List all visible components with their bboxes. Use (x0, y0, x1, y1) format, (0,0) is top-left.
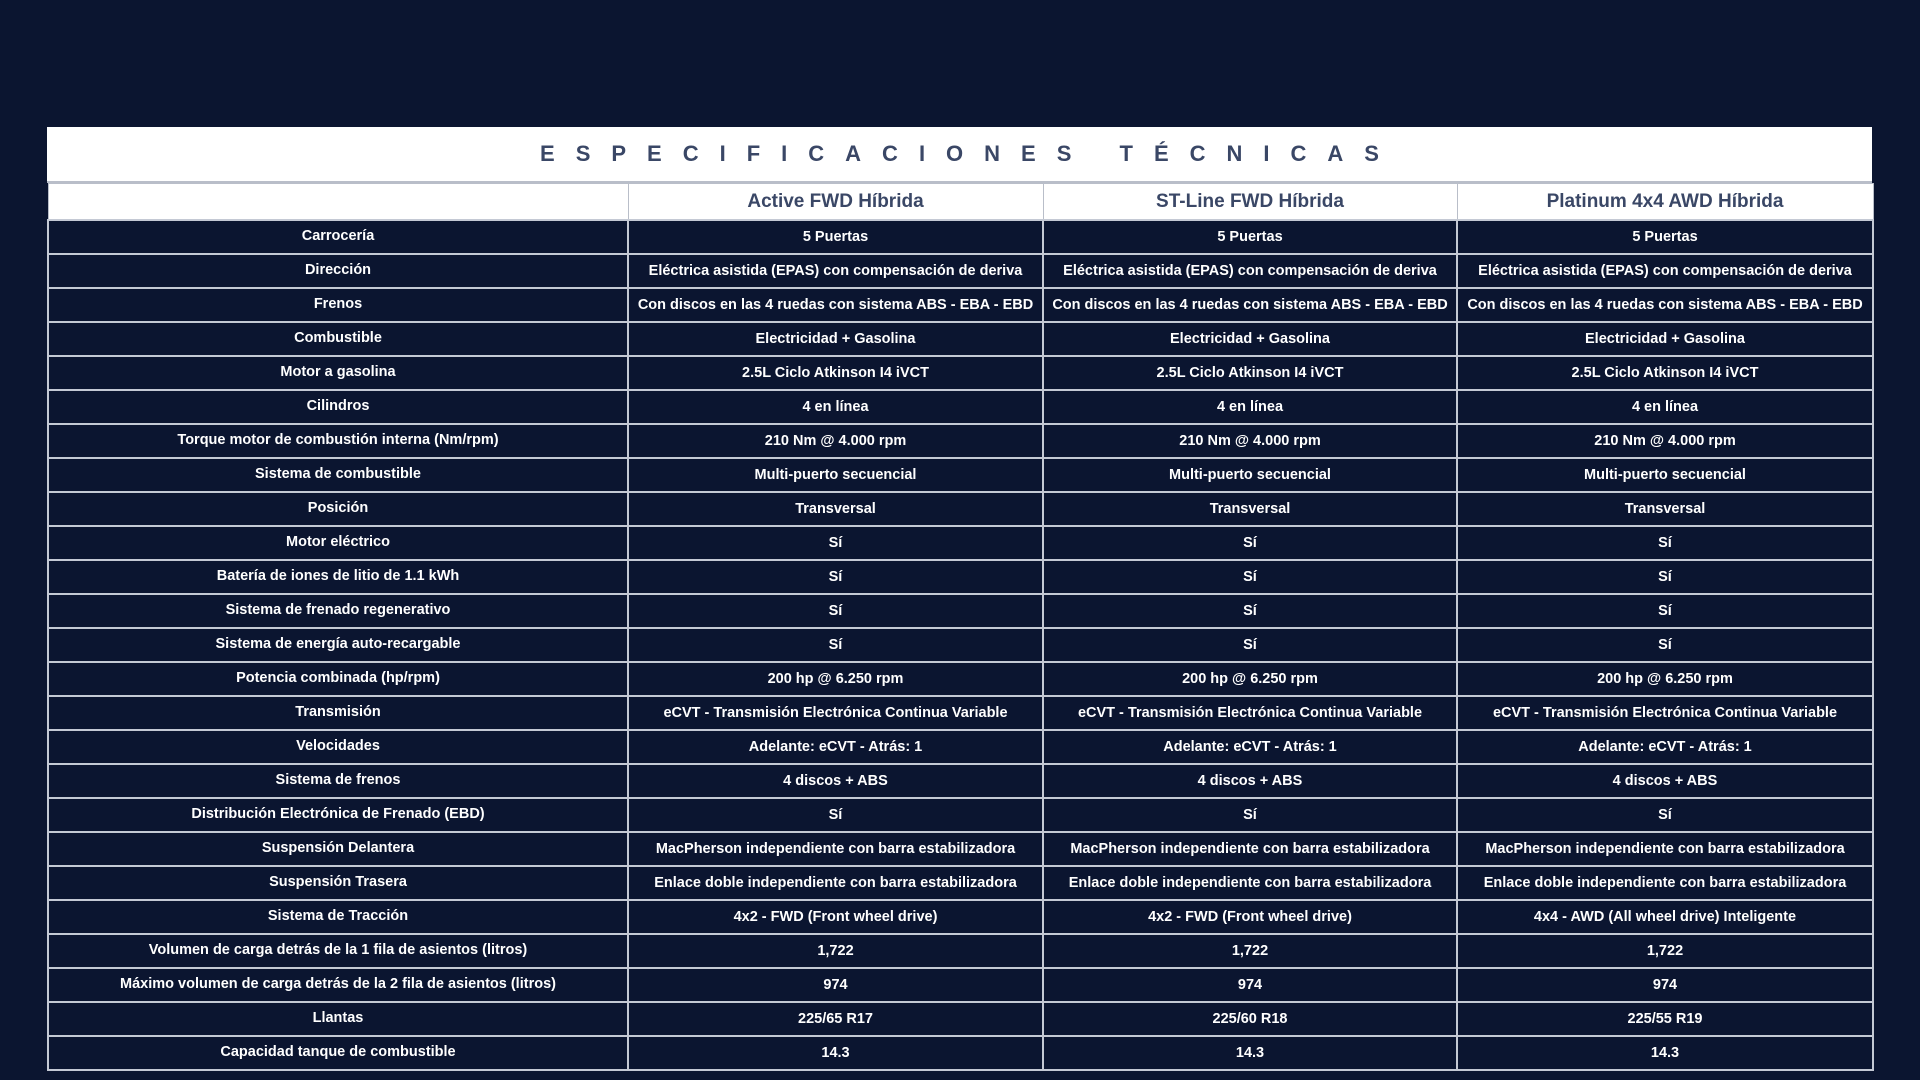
spec-cell: 4 en línea (1043, 390, 1457, 424)
row-label: Sistema de combustible (48, 458, 628, 492)
table-row (48, 730, 1873, 764)
spec-cell: Sí (628, 594, 1043, 628)
spec-cell: 210 Nm @ 4.000 rpm (1457, 424, 1873, 458)
row-label: Transmisión (48, 696, 628, 730)
spec-cell: eCVT - Transmisión Electrónica Continua Variable (1043, 696, 1457, 730)
spec-table (47, 183, 1874, 1071)
spec-cell: 14.3 (1043, 1036, 1457, 1070)
spec-cell: Sí (628, 560, 1043, 594)
spec-cell: Sí (628, 628, 1043, 662)
spec-cell: Sí (628, 526, 1043, 560)
table-row (48, 220, 1873, 254)
spec-cell: Sí (1457, 594, 1873, 628)
spec-cell: 2.5L Ciclo Atkinson I4 iVCT (1043, 356, 1457, 390)
spec-cell: Multi-puerto secuencial (628, 458, 1043, 492)
row-label: Sistema de frenado regenerativo (48, 594, 628, 628)
spec-cell: Sí (1457, 526, 1873, 560)
spec-cell: Electricidad + Gasolina (1457, 322, 1873, 356)
column-header-st-line: ST-Line FWD Híbrida (1043, 184, 1457, 221)
row-label: Sistema de frenos (48, 764, 628, 798)
spec-cell: 4 discos + ABS (1457, 764, 1873, 798)
table-row (48, 1036, 1873, 1070)
spec-cell: Electricidad + Gasolina (1043, 322, 1457, 356)
table-row (48, 1002, 1873, 1036)
spec-cell: 2.5L Ciclo Atkinson I4 iVCT (1457, 356, 1873, 390)
table-row (48, 492, 1873, 526)
header-row (48, 184, 1873, 221)
spec-cell: 4x2 - FWD (Front wheel drive) (1043, 900, 1457, 934)
spec-sheet (47, 127, 1872, 1071)
row-label: Suspensión Trasera (48, 866, 628, 900)
spec-cell: 974 (1043, 968, 1457, 1002)
table-row (48, 560, 1873, 594)
table-row (48, 628, 1873, 662)
spec-cell: 5 Puertas (1457, 220, 1873, 254)
row-label: Carrocería (48, 220, 628, 254)
spec-cell: Sí (1457, 628, 1873, 662)
table-row (48, 900, 1873, 934)
spec-cell: Transversal (628, 492, 1043, 526)
spec-cell: 1,722 (1457, 934, 1873, 968)
spec-cell: Adelante: eCVT - Atrás: 1 (1043, 730, 1457, 764)
spec-cell: Enlace doble independiente con barra estabilizadora (1043, 866, 1457, 900)
row-label: Torque motor de combustión interna (Nm/rpm) (48, 424, 628, 458)
spec-cell: Sí (1043, 628, 1457, 662)
table-row (48, 526, 1873, 560)
spec-cell: Eléctrica asistida (EPAS) con compensación de deriva (1043, 254, 1457, 288)
spec-cell: 974 (1457, 968, 1873, 1002)
table-row (48, 934, 1873, 968)
row-label: Combustible (48, 322, 628, 356)
spec-cell: MacPherson independiente con barra estabilizadora (1457, 832, 1873, 866)
spec-cell: MacPherson independiente con barra estabilizadora (1043, 832, 1457, 866)
row-label: Motor eléctrico (48, 526, 628, 560)
spec-cell: 4x2 - FWD (Front wheel drive) (628, 900, 1043, 934)
spec-cell: Transversal (1043, 492, 1457, 526)
table-row (48, 798, 1873, 832)
row-label: Suspensión Delantera (48, 832, 628, 866)
row-label: Velocidades (48, 730, 628, 764)
spec-cell: Sí (1043, 594, 1457, 628)
spec-cell: 974 (628, 968, 1043, 1002)
row-label: Potencia combinada (hp/rpm) (48, 662, 628, 696)
row-label: Cilindros (48, 390, 628, 424)
spec-cell: 225/60 R18 (1043, 1002, 1457, 1036)
spec-cell: 200 hp @ 6.250 rpm (1043, 662, 1457, 696)
spec-cell: 4 discos + ABS (628, 764, 1043, 798)
spec-cell: Electricidad + Gasolina (628, 322, 1043, 356)
spec-cell: Eléctrica asistida (EPAS) con compensación de deriva (1457, 254, 1873, 288)
table-row (48, 696, 1873, 730)
spec-cell: Enlace doble independiente con barra estabilizadora (1457, 866, 1873, 900)
row-label: Dirección (48, 254, 628, 288)
spec-cell: 2.5L Ciclo Atkinson I4 iVCT (628, 356, 1043, 390)
spec-cell: Multi-puerto secuencial (1043, 458, 1457, 492)
spec-cell: 225/55 R19 (1457, 1002, 1873, 1036)
table-row (48, 968, 1873, 1002)
spec-cell: 210 Nm @ 4.000 rpm (628, 424, 1043, 458)
row-label: Frenos (48, 288, 628, 322)
spec-cell: 4 en línea (628, 390, 1043, 424)
spec-cell: Adelante: eCVT - Atrás: 1 (1457, 730, 1873, 764)
row-label: Distribución Electrónica de Frenado (EBD) (48, 798, 628, 832)
row-label: Llantas (48, 1002, 628, 1036)
spec-cell: 200 hp @ 6.250 rpm (1457, 662, 1873, 696)
row-label: Volumen de carga detrás de la 1 fila de asientos (litros) (48, 934, 628, 968)
table-row (48, 866, 1873, 900)
table-row (48, 764, 1873, 798)
table-row (48, 390, 1873, 424)
row-label: Posición (48, 492, 628, 526)
spec-cell: eCVT - Transmisión Electrónica Continua Variable (1457, 696, 1873, 730)
spec-cell: 210 Nm @ 4.000 rpm (1043, 424, 1457, 458)
table-row (48, 288, 1873, 322)
row-label: Sistema de Tracción (48, 900, 628, 934)
spec-cell: 14.3 (1457, 1036, 1873, 1070)
row-label: Sistema de energía auto-recargable (48, 628, 628, 662)
column-header-empty (48, 184, 628, 221)
spec-cell: 200 hp @ 6.250 rpm (628, 662, 1043, 696)
spec-cell: Enlace doble independiente con barra estabilizadora (628, 866, 1043, 900)
spec-cell: Transversal (1457, 492, 1873, 526)
spec-cell: 14.3 (628, 1036, 1043, 1070)
spec-cell: 1,722 (628, 934, 1043, 968)
row-label: Motor a gasolina (48, 356, 628, 390)
spec-cell: Con discos en las 4 ruedas con sistema ABS - EBA - EBD (1043, 288, 1457, 322)
spec-cell: MacPherson independiente con barra estabilizadora (628, 832, 1043, 866)
spec-cell: Eléctrica asistida (EPAS) con compensación de deriva (628, 254, 1043, 288)
row-label: Capacidad tanque de combustible (48, 1036, 628, 1070)
spec-cell: Sí (628, 798, 1043, 832)
page-title: ESPECIFICACIONES TÉCNICAS (540, 141, 1400, 166)
spec-cell: Sí (1457, 798, 1873, 832)
table-row (48, 322, 1873, 356)
table-row (48, 662, 1873, 696)
table-row (48, 832, 1873, 866)
table-row (48, 254, 1873, 288)
spec-cell: Adelante: eCVT - Atrás: 1 (628, 730, 1043, 764)
row-label: Batería de iones de litio de 1.1 kWh (48, 560, 628, 594)
spec-cell: 4x4 - AWD (All wheel drive) Inteligente (1457, 900, 1873, 934)
table-row (48, 458, 1873, 492)
spec-cell: Con discos en las 4 ruedas con sistema ABS - EBA - EBD (1457, 288, 1873, 322)
spec-cell: Sí (1043, 526, 1457, 560)
spec-cell: Con discos en las 4 ruedas con sistema ABS - EBA - EBD (628, 288, 1043, 322)
spec-cell: Multi-puerto secuencial (1457, 458, 1873, 492)
spec-cell: Sí (1043, 798, 1457, 832)
spec-cell: 4 discos + ABS (1043, 764, 1457, 798)
spec-cell: 5 Puertas (628, 220, 1043, 254)
spec-cell: Sí (1457, 560, 1873, 594)
row-label: Máximo volumen de carga detrás de la 2 fila de asientos (litros) (48, 968, 628, 1002)
spec-cell: 1,722 (1043, 934, 1457, 968)
spec-cell: 225/65 R17 (628, 1002, 1043, 1036)
table-row (48, 594, 1873, 628)
title-band (47, 127, 1872, 183)
table-row (48, 424, 1873, 458)
spec-cell: 5 Puertas (1043, 220, 1457, 254)
table-row (48, 356, 1873, 390)
spec-cell: 4 en línea (1457, 390, 1873, 424)
column-header-platinum: Platinum 4x4 AWD Híbrida (1457, 184, 1873, 221)
spec-cell: eCVT - Transmisión Electrónica Continua Variable (628, 696, 1043, 730)
column-header-active: Active FWD Híbrida (628, 184, 1043, 221)
spec-cell: Sí (1043, 560, 1457, 594)
